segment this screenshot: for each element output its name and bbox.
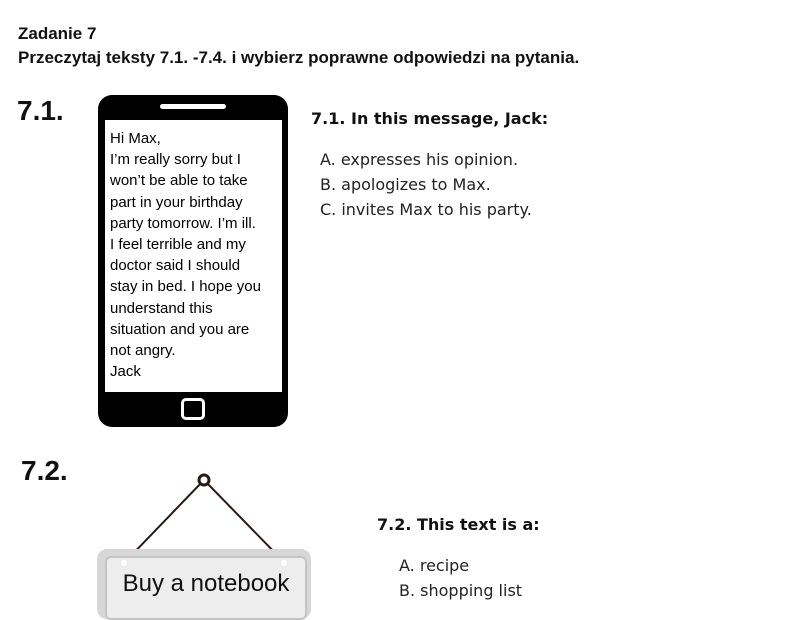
task-instruction: Przeczytaj teksty 7.1. -7.4. i wybierz poprawne odpowiedzi na pytania. (18, 48, 580, 67)
message-line: not angry. (110, 342, 176, 360)
message-line: understand this (110, 299, 213, 317)
message-line: doctor said I should (110, 257, 241, 275)
nail-icon (199, 475, 209, 485)
sign-hole-icon (121, 560, 127, 566)
option-a[interactable]: A. recipe (399, 556, 470, 575)
question-7-1: 7.1. In this message, Jack: (311, 109, 549, 128)
sign-text: Buy a notebook (122, 570, 290, 597)
option-c[interactable]: C. invites Max to his party. (320, 200, 532, 219)
message-line: Hi Max, (110, 130, 161, 147)
option-b[interactable]: B. shopping list (399, 581, 523, 600)
message-line: won’t be able to take (110, 172, 248, 190)
sign-hole-icon (281, 560, 287, 566)
task-title: Zadanie 7 (18, 24, 97, 43)
message-line: party tomorrow. I’m ill. (110, 214, 256, 232)
section-number-7-1: 7.1. (17, 95, 64, 126)
message-line: I’m really sorry but I (110, 151, 241, 169)
message-line: situation and you are (110, 320, 250, 338)
message-line: I feel terrible and my (110, 236, 246, 254)
message-line: stay in bed. I hope you (110, 278, 261, 296)
options-7-2 (399, 553, 522, 603)
message-line: Jack (110, 363, 141, 381)
question-7-2: 7.2. This text is a: (377, 515, 540, 534)
option-a[interactable]: A. expresses his opinion. (320, 150, 519, 169)
message-line: part in your birthday (110, 193, 243, 211)
section-number-7-2: 7.2. (21, 455, 68, 486)
option-b[interactable]: B. apologizes to Max. (320, 175, 491, 194)
